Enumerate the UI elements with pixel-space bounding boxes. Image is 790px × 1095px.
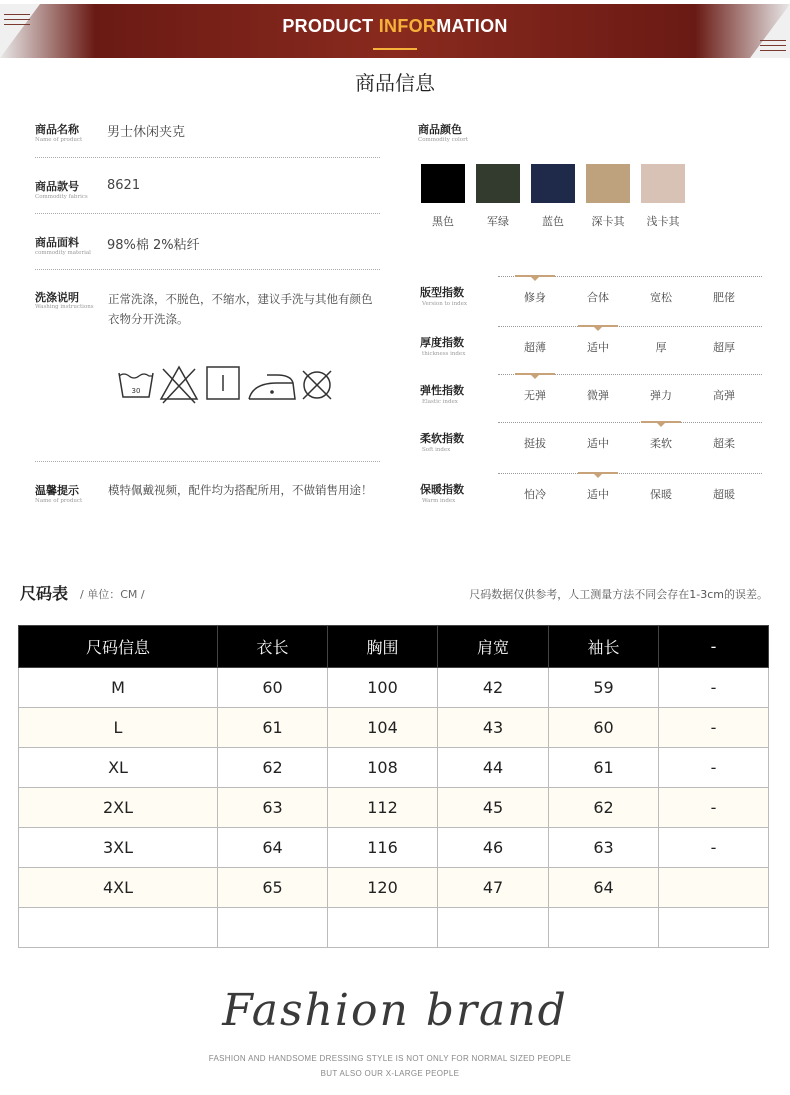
- divider: [35, 157, 380, 158]
- index-sub: thickness index: [422, 351, 466, 357]
- size-cell: L: [19, 708, 218, 748]
- size-cell: [328, 908, 438, 948]
- size-cell: [659, 908, 769, 948]
- product-name-label: 商品名称: [35, 123, 79, 136]
- tagline-line-2: BUT ALSO OUR X-LARGE PEOPLE: [320, 1069, 460, 1078]
- index-marker: [515, 373, 555, 375]
- index-marker: [641, 421, 681, 423]
- size-header-cell: 衣长: [218, 626, 328, 668]
- banner-underline: [373, 48, 417, 50]
- size-cell: 61: [549, 748, 659, 788]
- index-label: 厚度指数: [420, 336, 464, 349]
- header-banner: [0, 4, 790, 58]
- color-swatch: [531, 164, 575, 203]
- index-sub: Elastic index: [422, 399, 458, 405]
- index-option: 高弹: [713, 389, 735, 402]
- size-cell: [19, 908, 218, 948]
- colors-sub: Commodity colort: [418, 137, 468, 143]
- size-header-cell: 肩宽: [438, 626, 549, 668]
- banner-title: PRODUCT INFORMATION: [282, 16, 508, 36]
- size-cell: 47: [438, 868, 549, 908]
- color-name: 深卡其: [591, 215, 625, 228]
- table-row: [19, 868, 769, 908]
- size-cell: 116: [328, 828, 438, 868]
- index-label: 保暖指数: [420, 483, 464, 496]
- product-code-value: 8621: [107, 178, 141, 193]
- size-header-cell: 袖长: [549, 626, 659, 668]
- size-cell: -: [659, 708, 769, 748]
- index-option: 弹力: [650, 389, 672, 402]
- size-cell: 62: [218, 748, 328, 788]
- product-code-sub: Commodity fabrics: [35, 194, 88, 200]
- size-cell: 44: [438, 748, 549, 788]
- washing-value: 正常洗涤，不脱色，不缩水，建议手洗与其他有颜色衣物分开洗涤。: [108, 292, 373, 326]
- color-name: 浅卡其: [646, 215, 680, 228]
- index-label: 版型指数: [420, 286, 464, 299]
- wash-30-icon: [119, 373, 153, 397]
- size-header-cell: 尺码信息: [19, 626, 218, 668]
- no-bleach-icon: [161, 367, 197, 403]
- color-swatch: [421, 164, 465, 203]
- tips-sub: Name of product: [35, 498, 83, 504]
- size-cell: 64: [218, 828, 328, 868]
- size-chart-unit: / 单位：CM /: [80, 588, 145, 601]
- product-fabric-value: 98%棉 2%粘纤: [107, 238, 200, 253]
- washing-label: 洗涤说明: [35, 291, 79, 304]
- size-cell: M: [19, 668, 218, 708]
- index-option: 合体: [587, 291, 609, 304]
- size-cell: 62: [549, 788, 659, 828]
- size-cell: 46: [438, 828, 549, 868]
- color-name: 军绿: [487, 215, 509, 228]
- size-chart-note: 尺码数据仅供参考，人工测量方法不同会存在1-3cm的误差。: [469, 588, 768, 601]
- size-cell: -: [659, 748, 769, 788]
- size-cell: 104: [328, 708, 438, 748]
- colors-label: 商品颜色: [418, 123, 462, 136]
- index-scale-line: [498, 326, 762, 327]
- hang-dry-icon: [207, 367, 239, 399]
- product-name-value: 男士休闲夹克: [107, 125, 186, 140]
- index-option: 适中: [587, 341, 609, 354]
- table-row: [19, 668, 769, 708]
- size-cell: 108: [328, 748, 438, 788]
- product-code-label: 商品款号: [35, 180, 79, 193]
- size-cell: 43: [438, 708, 549, 748]
- index-option: 超暖: [713, 488, 735, 501]
- size-cell: 65: [218, 868, 328, 908]
- size-cell: [218, 908, 328, 948]
- no-dry-clean-icon: [303, 371, 331, 399]
- index-scale-line: [498, 422, 762, 423]
- index-option: 超薄: [524, 341, 546, 354]
- tips-label: 温馨提示: [35, 484, 79, 497]
- index-option: 适中: [587, 437, 609, 450]
- brand-logo-text: Fashion brand: [222, 985, 568, 1036]
- size-cell: [659, 868, 769, 908]
- color-name: 蓝色: [542, 215, 564, 228]
- size-cell: [549, 908, 659, 948]
- index-marker: [578, 472, 618, 474]
- color-name: 黑色: [432, 215, 454, 228]
- size-cell: 63: [549, 828, 659, 868]
- divider: [35, 213, 380, 214]
- size-cell: -: [659, 828, 769, 868]
- index-option: 超柔: [713, 437, 735, 450]
- size-cell: 60: [549, 708, 659, 748]
- size-cell: 63: [218, 788, 328, 828]
- size-cell: 61: [218, 708, 328, 748]
- product-fabric-sub: commodity material: [35, 250, 91, 256]
- size-cell: 64: [549, 868, 659, 908]
- index-option: 微弹: [587, 389, 609, 402]
- size-cell: XL: [19, 748, 218, 788]
- index-option: 适中: [587, 488, 609, 501]
- size-cell: -: [659, 668, 769, 708]
- index-label: 弹性指数: [420, 384, 464, 397]
- care-icons: [117, 363, 337, 407]
- divider: [35, 461, 380, 462]
- table-row: [19, 828, 769, 868]
- size-cell: 42: [438, 668, 549, 708]
- table-row: [19, 908, 769, 948]
- index-sub: Version to index: [422, 301, 467, 307]
- size-cell: 3XL: [19, 828, 218, 868]
- color-swatch: [641, 164, 685, 203]
- color-swatch: [586, 164, 630, 203]
- color-swatch: [476, 164, 520, 203]
- divider: [35, 269, 380, 270]
- product-fabric-label: 商品面料: [35, 236, 79, 249]
- size-header-cell: -: [659, 626, 769, 668]
- size-cell: 4XL: [19, 868, 218, 908]
- index-option: 肥佬: [713, 291, 735, 304]
- index-option: 怕冷: [524, 488, 546, 501]
- index-option: 修身: [524, 291, 546, 304]
- section-title: 商品信息: [355, 71, 435, 95]
- size-table: [18, 625, 769, 948]
- tagline-line-1: FASHION AND HANDSOME DRESSING STYLE IS NOT ONLY FOR NORMAL SIZED PEOPLE: [208, 1054, 572, 1063]
- index-label: 柔软指数: [420, 432, 464, 445]
- size-cell: 45: [438, 788, 549, 828]
- index-option: 柔软: [650, 437, 672, 450]
- index-scale-line: [498, 473, 762, 474]
- index-option: 无弹: [524, 389, 546, 402]
- size-table-body: [19, 668, 769, 948]
- size-cell: 112: [328, 788, 438, 828]
- wash-temp: 30: [131, 387, 141, 395]
- index-marker: [515, 275, 555, 277]
- index-option: 保暖: [650, 488, 672, 501]
- banner-stripes-right: [760, 36, 786, 55]
- table-row: [19, 788, 769, 828]
- tips-value: 模特佩戴视频，配件均为搭配所用，不做销售用途！: [108, 483, 373, 497]
- size-header-cell: 胸围: [328, 626, 438, 668]
- index-option: 厚: [655, 341, 667, 354]
- iron-icon: [249, 375, 295, 399]
- size-cell: 120: [328, 868, 438, 908]
- table-row: [19, 748, 769, 788]
- size-chart-title: 尺码表: [20, 584, 69, 603]
- index-option: 挺拔: [524, 437, 546, 450]
- size-cell: 2XL: [19, 788, 218, 828]
- index-marker: [578, 325, 618, 327]
- product-name-sub: Name of product: [35, 137, 83, 143]
- size-cell: 100: [328, 668, 438, 708]
- table-row: [19, 708, 769, 748]
- size-table-header: [19, 626, 769, 668]
- size-cell: -: [659, 788, 769, 828]
- washing-sub: Washing instructions: [35, 304, 94, 310]
- size-cell: [438, 908, 549, 948]
- size-cell: 59: [549, 668, 659, 708]
- index-option: 宽松: [650, 291, 672, 304]
- size-cell: 60: [218, 668, 328, 708]
- index-sub: Soft index: [422, 447, 451, 453]
- index-sub: Warm index: [422, 498, 456, 504]
- index-option: 超厚: [713, 341, 735, 354]
